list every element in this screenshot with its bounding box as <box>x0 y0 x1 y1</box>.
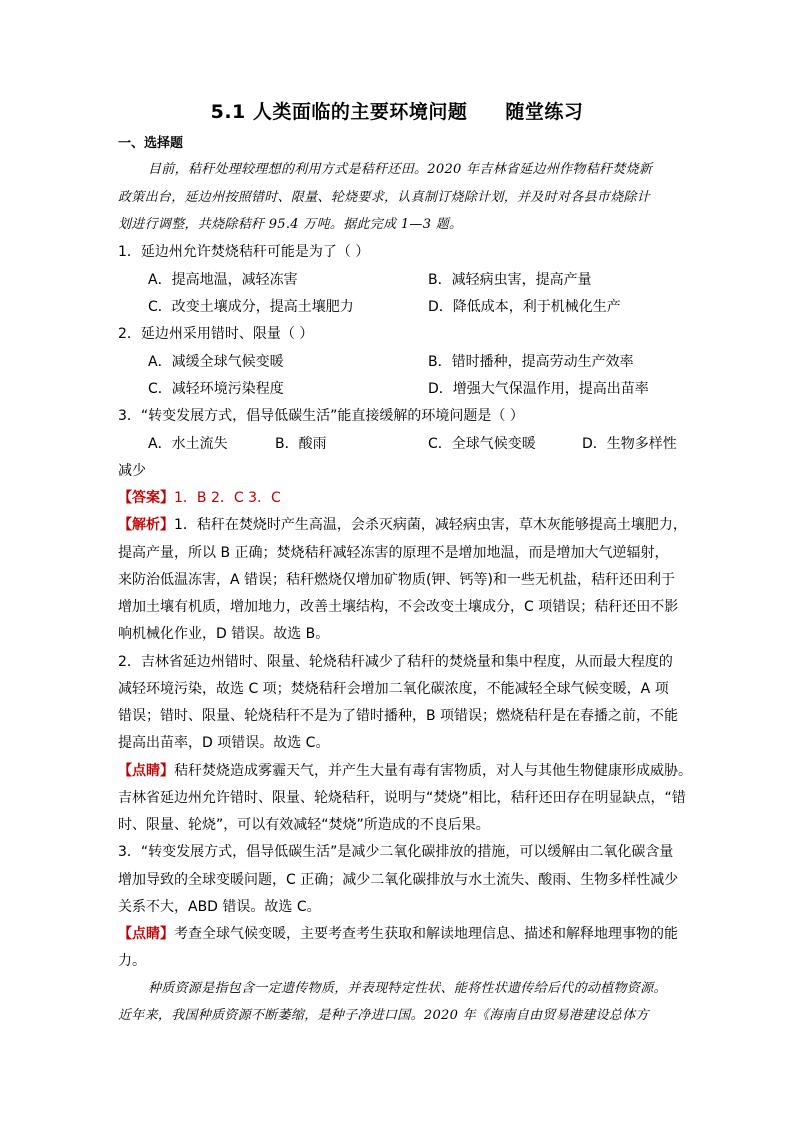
answer-line <box>118 488 680 508</box>
analysis-3-line-3: 关系不大，ABD 错误。故选 C。 <box>118 899 321 915</box>
title-main: 5.1 人类面临的主要环境问题 <box>210 101 468 123</box>
question-3-stem: 3．“转变发展方式，倡导低碳生活”能直接缓解的环境问题是（ ） <box>118 408 524 424</box>
passage1-line-2: 政策出台，延边州按照错时、限量、轮烧要求，认真制订烧除计划，并及时对各县市烧除计 <box>118 190 651 205</box>
q3-option-c: C．全球气候变暖 <box>428 436 536 452</box>
analysis-1-line-2: 提高产量，所以 B 正确；焚烧秸秆减轻冻害的原理不是增加地温，而是增加大气逆辐射， <box>118 545 669 561</box>
analysis-tag: 【解析】 <box>118 517 174 533</box>
analysis-1-line-5: 响机械化作业，D 错误。故选 B。 <box>118 626 330 642</box>
analysis-2-line-1: 2．吉林省延边州错时、限量、轮烧秸秆减少了秸秆的焚烧量和集中程度，从而最大程度的 <box>118 654 673 670</box>
q3-option-d: D．生物多样性 <box>582 436 677 452</box>
q2-option-d: D．增强大气保温作用，提高出苗率 <box>428 381 649 397</box>
point-1-line-1 <box>118 761 692 781</box>
point-1-line-2: 吉林省延边州允许错时、限量、轮烧秸秆，说明与“焚烧”相比，秸秆还田存在明显缺点，“错 <box>118 790 686 806</box>
page-title <box>0 97 794 124</box>
analysis-2-line-3: 错误；错时、限量、轮烧秸秆不是为了错时播种，B 项错误；燃烧秸秆是在春播之前，不能 <box>118 708 679 724</box>
point-1-text-1: 秸秆焚烧造成雾霾天气，并产生大量有毒有害物质，对人与其他生物健康形成威胁。 <box>174 763 692 779</box>
q1-option-a: A．提高地温，减轻冻害 <box>148 272 298 288</box>
passage1-line-3: 划进行调整，共烧除秸秆 95.4 万吨。据此完成 1—3 题。 <box>118 217 463 232</box>
title-sub: 随堂练习 <box>505 101 584 123</box>
q2-option-b: B．错时播种，提高劳动生产效率 <box>428 354 634 370</box>
passage2-line-2: 近年来，我国种质资源不断萎缩，是种子净进口国。2020 年《海南自由贸易港建设总体方 <box>118 1008 649 1023</box>
analysis-1-line-3: 来防治低温冻害，A 错误；秸秆燃烧仅增加矿物质(钾、钙等)和一些无机盐，秸秆还田利于 <box>118 572 675 588</box>
point-1-line-3: 时、限量、轮烧”，可以有效减轻“焚烧”所造成的不良后果。 <box>118 817 490 833</box>
analysis-2-line-4: 提高出苗率，D 项错误。故选 C。 <box>118 735 330 751</box>
point-2-line-1 <box>118 924 680 944</box>
analysis-3-line-1: 3．“转变发展方式，倡导低碳生活”是减少二氧化碳排放的措施，可以缓解由二氧化碳含量 <box>118 844 674 860</box>
point-tag-1: 【点睛】 <box>118 763 174 779</box>
analysis-1-line-4: 增加土壤有机质，增加地力，改善土壤结构，不会改变土壤成分，C 项错误；秸秆还田不影 <box>118 599 679 615</box>
q1-option-c: C．改变土壤成分，提高土壤肥力 <box>148 299 354 315</box>
analysis-2-line-2: 减轻环境污染，故选 C 项；焚烧秸秆会增加二氧化碳浓度，不能减轻全球气候变暖，A 项 <box>118 681 669 697</box>
analysis-1-text-1: 1．秸秆在焚烧时产生高温，会杀灭病菌，减轻病虫害，草木灰能够提高土壤肥力， <box>174 517 687 533</box>
answer-tag: 【答案】 <box>118 490 174 506</box>
q2-option-a: A．减缓全球气候变暖 <box>148 354 284 370</box>
q2-option-c: C．减轻环境污染程度 <box>148 381 284 397</box>
q3-option-d-continued: 减少 <box>118 463 146 479</box>
q3-option-b: B．酸雨 <box>275 436 327 452</box>
passage2-line-1: 种质资源是指包含一定遗传物质，并表现特定性状、能将性状遗传给后代的动植物资源。 <box>148 981 667 996</box>
point-2-line-2: 力。 <box>118 953 146 969</box>
q1-option-d: D．降低成本，利于机械化生产 <box>428 299 621 315</box>
analysis-1-line-1 <box>118 515 687 535</box>
answer-text: 1．B 2．C 3．C <box>174 490 281 506</box>
q3-option-a: A．水土流失 <box>148 436 228 452</box>
section-heading: 一、选择题 <box>118 136 184 151</box>
point-2-text-1: 考查全球气候变暖，主要考查考生获取和解读地理信息、描述和解释地理事物的能 <box>174 926 678 942</box>
passage1-line-1: 目前，秸秆处理较理想的利用方式是秸秆还田。2020 年吉林省延边州作物秸秆焚烧新 <box>148 162 653 177</box>
question-1-stem: 1．延边州允许焚烧秸秆可能是为了（ ） <box>118 244 370 260</box>
q1-option-b: B．减轻病虫害，提高产量 <box>428 272 592 288</box>
question-2-stem: 2．延边州采用错时、限量（ ） <box>118 326 314 342</box>
point-tag-2: 【点睛】 <box>118 926 174 942</box>
analysis-3-line-2: 增加导致的全球变暖问题，C 正确；减少二氧化碳排放与水土流失、酸雨、生物多样性减少 <box>118 872 679 888</box>
